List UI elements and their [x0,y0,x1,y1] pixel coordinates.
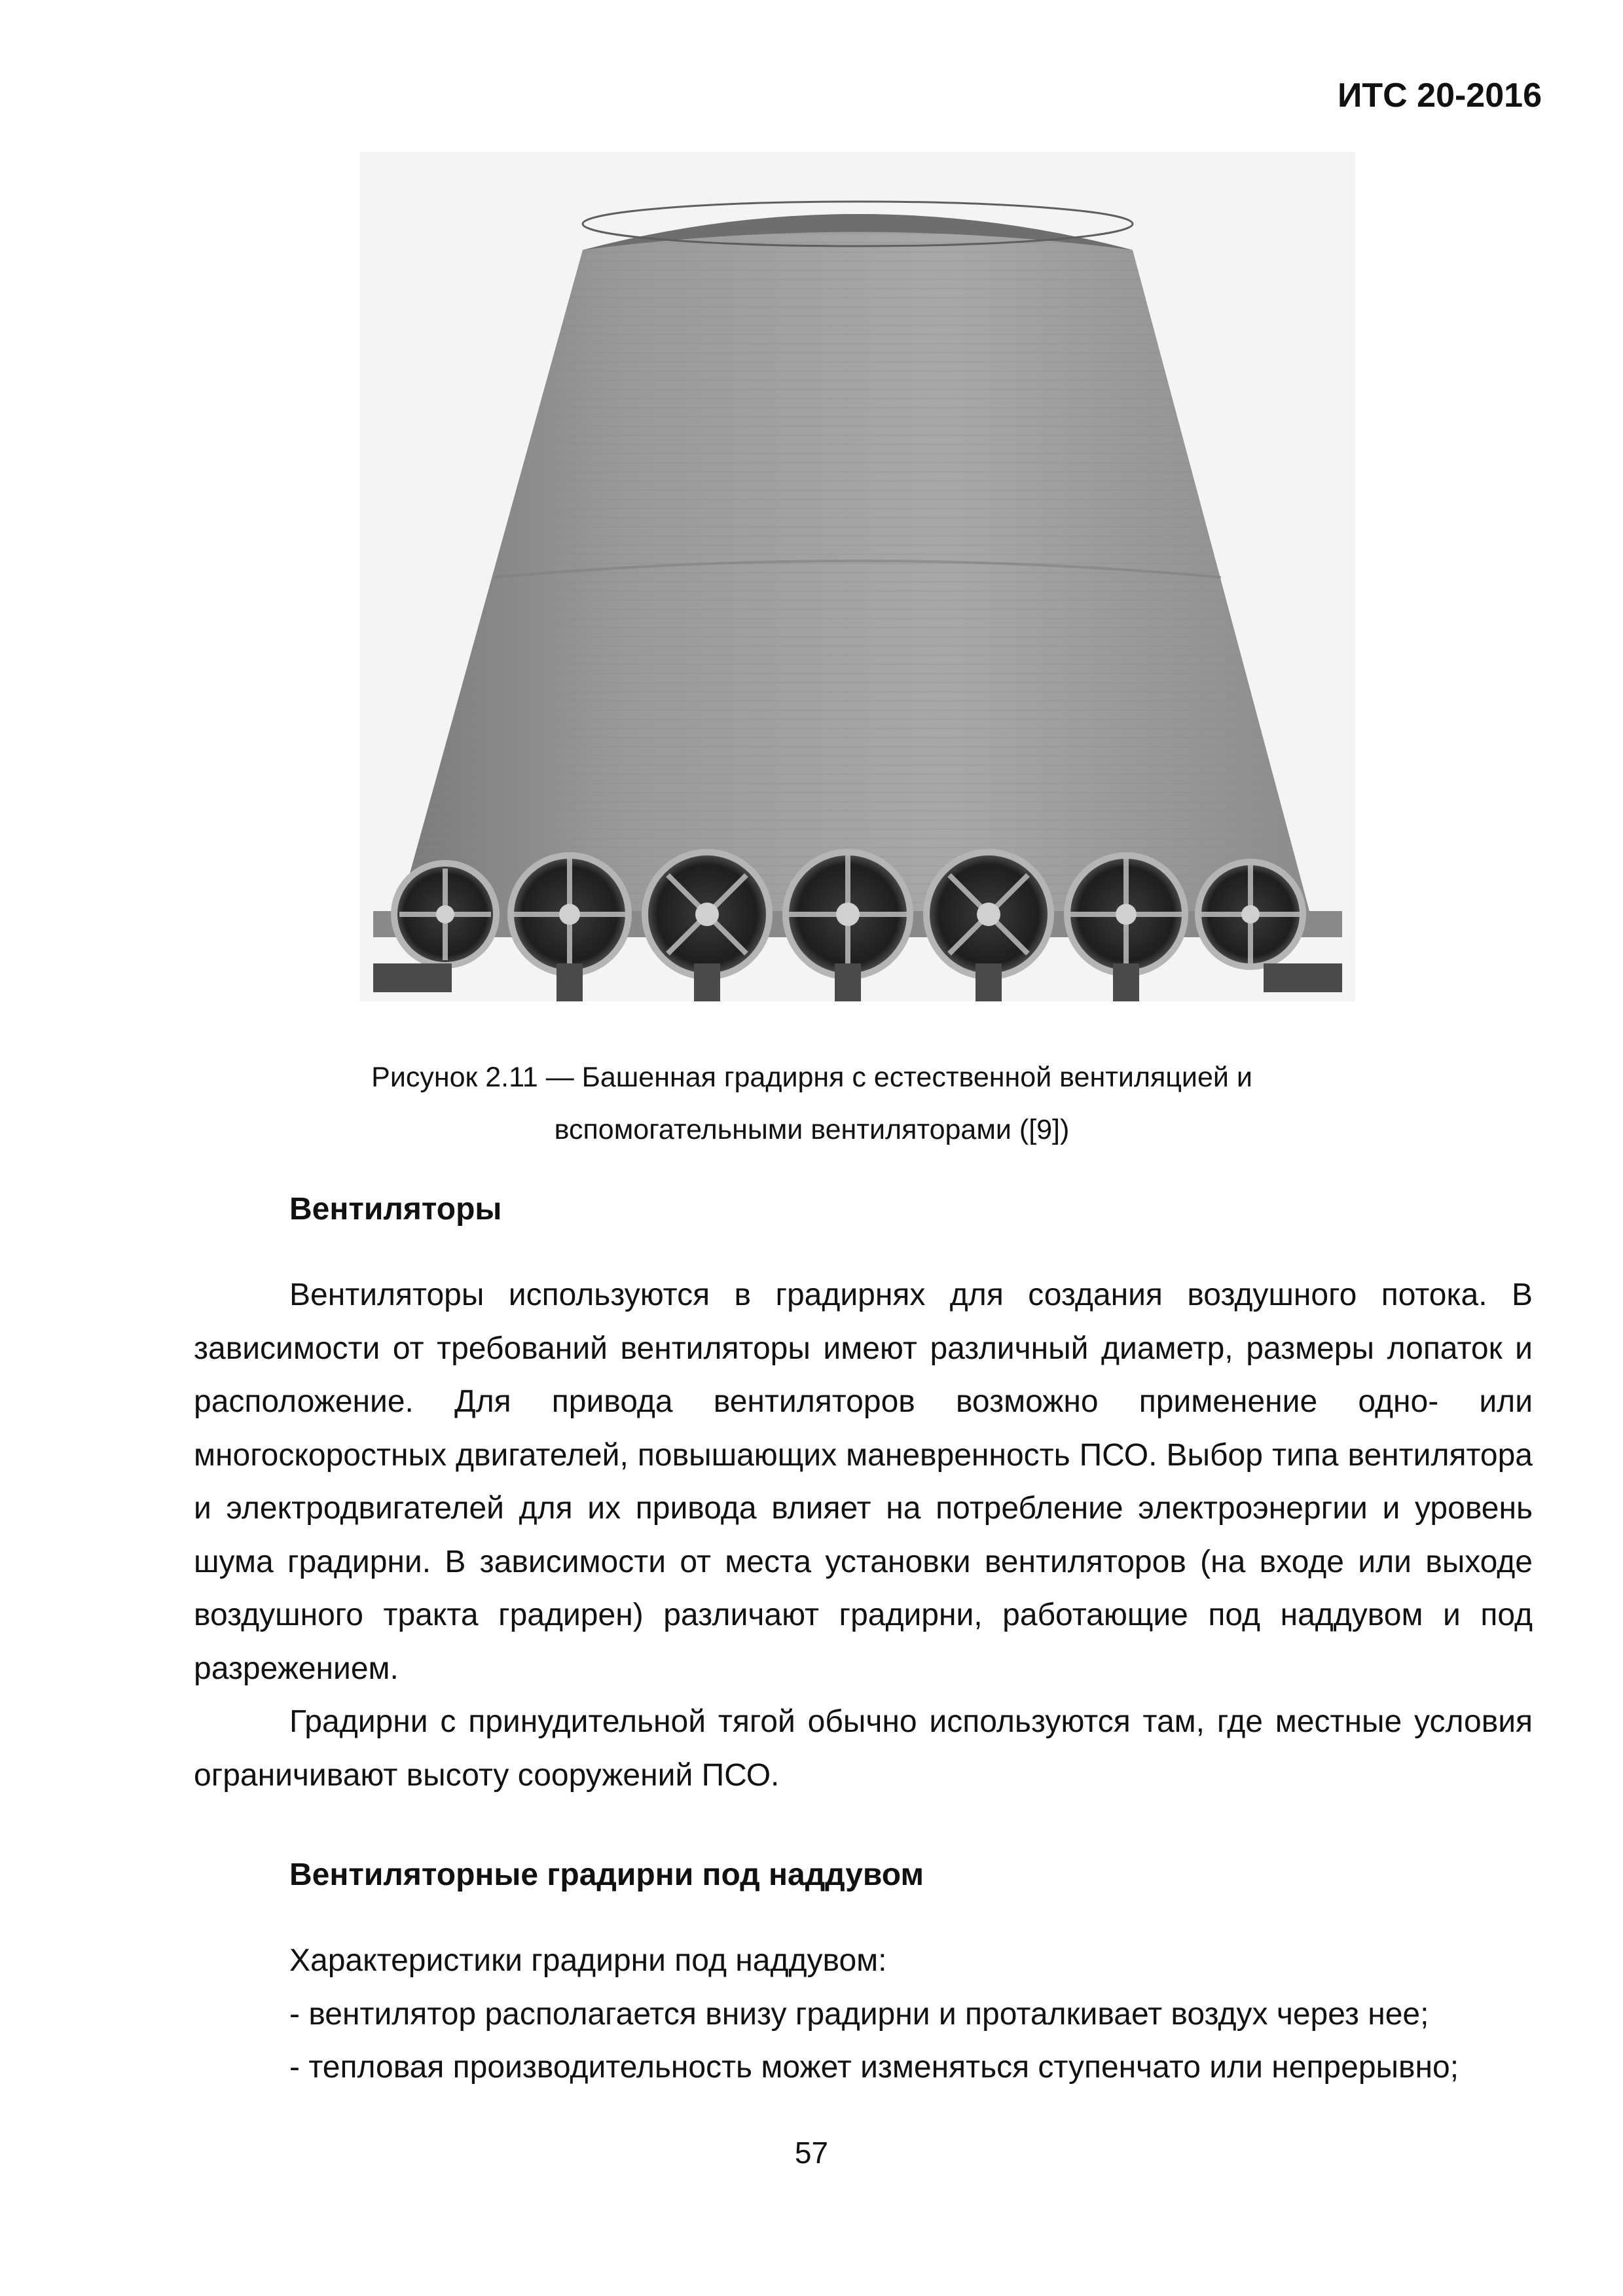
cooling-tower-illustration [360,152,1355,1001]
figure-caption-line-2: вспомогательными вентиляторами ([9]) [554,1114,1070,1145]
document-code: ИТС 20-2016 [1338,77,1542,115]
pressure-intro: Характеристики градирни под наддувом: [289,1943,887,1978]
list-item: - вентилятор располагается внизу градирни и проталкивает воздух через нее; [289,1996,1429,2032]
cooling-tower-photo [360,152,1355,1001]
list-item: - тепловая производительность может изменяться ступенчато или непрерывно; [289,2050,1459,2085]
figure-caption-line-1: Рисунок 2.11 — Башенная градирня с естественной вентиляцией и [371,1062,1252,1093]
paragraph-fans: Вентиляторы используются в градирнях для создания воздушного потока. В зависимости от требований вентиляторы имеют различный диаметр, размеры лопаток и расположение. Для привода вентиляторов возможно применение одно- или многоскоростных двигателей, повышающих маневренность ПСО. Выбор типа вентилятора и электродвигателей для их привода влияет на потребление электроэнергии и уровень шума градирни. В зависимости от места установки вентиляторов (на входе или выходе воздушного тракта градирен) различают градирни, работающие под наддувом и под разрежением. [194,1278,1533,1686]
document-body [194,1183,1533,2094]
section-heading-fans: Вентиляторы [289,1192,502,1227]
figure-caption [196,1051,1427,1156]
paragraph-forced-draft: Градирни с принудительной тягой обычно используются там, где местные условия ограничивают высоту сооружений ПСО. [194,1704,1533,1793]
section-heading-pressure-towers: Вентиляторные градирни под наддувом [289,1857,924,1892]
pressure-characteristics [194,1934,1533,2094]
page-number: 57 [794,2136,829,2170]
